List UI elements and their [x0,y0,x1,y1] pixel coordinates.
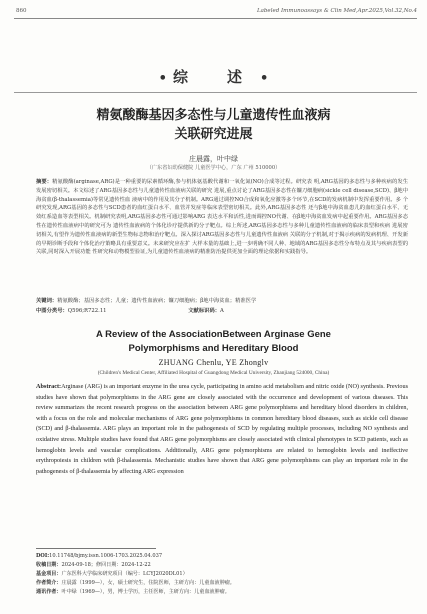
english-abstract-line: regulating multiple processes, including NO synthesis and oxidative stress. Multiple studies have found that ARG [36,425,408,443]
chinese-title-line-2: 关联研究进展 [174,127,253,142]
chinese-abstract-line: 表达水平和活性,进而调控NO代谢、在β地中海贫血发病中起重要作用。ARG基因多态性在遗传性血液病中的研究可为 [36,214,408,229]
footnote-item [36,588,408,596]
footnote-label: DOI: [36,553,50,559]
chinese-keywords [36,296,408,304]
footnote-item [36,570,408,578]
clc-value: Q596;R722.11 [67,308,107,314]
chinese-abstract-line: 个研究发现,ARG基因的多态性与SCD患者的血红蛋白水平、血管并发症等临床表型密切相关。此外,ARG基因多态性 [36,196,409,212]
journal-citation: Labeled Immunoassays & Clin Med,Apr.2025,Vol.32,No.4 [256,8,417,14]
doc-code-value: A [220,308,224,314]
footnote-label: 收稿日期： [36,562,62,568]
footnote-text: 庄晨露（1999—），女，硕士研究生，住院医师，主研方向：儿童血液肿瘤。 [61,580,235,586]
footnote-text: 广东医科大学临床研究项目（编号：LCYJ2020DL01） [61,571,188,577]
footnote-text: 10.11748/bjmy.issn.1006-1703.2025.04.037 [49,553,163,559]
chinese-abstract-line: 液病中的作用及其分子机制。ARG通过调控NO合成和氧化应激等多个环节,在SCD的发病机制中发挥重要作用。多 [131,196,401,203]
chinese-authors: 庄晨露，叶中绿 [189,155,238,163]
english-abstract-line: and ineffective erythropoiesis in children with β-thalassemia. Mechanistic studies have shown that ARG gene [36,446,409,465]
english-abstract-line: Arginase (ARG) is an important enzyme in the urea cycle, participating in amino acid metabolism [61,383,304,390]
chinese-keywords-label: 关键词： [36,298,58,304]
english-abstract-line: associated with the occurrence and development of various diseases. This review summarizes the recent research [36,393,408,412]
chinese-abstract-line: 精氨酸酶(arginase,ARG)是一种重要的尿素循环酶,参与机体氨基酸代谢和一氧化氮(NO)合成等过程。研究表 [52,179,313,185]
header-rule [14,18,417,19]
footnote-label: 基金项目： [36,571,62,577]
chinese-abstract [36,178,408,257]
english-abstract-line: progress on the association between ARG gene polymorphisms and hereditary blood disorders in children, with a [36,404,408,422]
clc-label: 中图分类号： [36,308,68,314]
chinese-title-line-1: 精氨酸酶基因多态性与儿童遗传性血液病 [96,108,331,123]
english-authors: ZHUANG Chenlu, YE Zhonglv [158,358,269,367]
chinese-keywords-text: 精氨酸酶；基因多态性；儿童；遗传性血液病；镰刀细胞病；β地中海贫血；精准医学 [57,298,257,304]
footnote-label: 通讯作者： [36,589,62,595]
chinese-affiliation: （广东省妇幼保健院 儿童医学中心，广东 广州 510000） [146,165,281,171]
doc-code-label: 文献标识码： [188,308,221,314]
english-affiliation: (Children's Medical Center, Affiliated Hospital of Guangdong Medical University, Zhanjiang 524000, China) [97,370,330,376]
section-heading [0,66,427,87]
chinese-abstract-line: 明,ARG基因的多态性与多种疾病的发生发展密切相关。本文综述了ARG基因多态性与儿童遗传性血液病关联的研究 [36,179,409,194]
english-abstract-line: such as sickle cell disease (SCD) and β-thalassemia. ARG plays an important role in the pathogenesis of SCD by [36,414,408,433]
english-abstract-line: polymorphisms can play an important role in the pathogenesis of β-thalassemia by affecting ARG expression [36,457,409,475]
chinese-abstract-line: 性研究和动物模型验证,为儿童遗传性血液病的精准防治提供更加全面的理论依据和实践指导。 [92,249,312,256]
chinese-abstract-line: 还与β地中海贫血患儿的血红蛋白水平、无效红系造血等表型相关。机制研究表明,ARG基因多态性可通过影响ARG [36,205,408,221]
chinese-abstract-body [36,179,408,255]
english-abstract-line: levels and vascular complications. Additionally, ARG gene polymorphisms are related to hemoglobin levels [69,446,365,454]
footnote-item [36,561,408,569]
english-abstract [36,382,408,477]
english-abstract-line: and nitric oxide (NO) synthesis. Previous studies have shown that polymorphisms in the ARG gene are closely [36,383,409,401]
english-title [0,328,427,356]
english-abstract-label: Abstract: [36,383,62,390]
footnote-label: 作者简介： [36,580,62,586]
english-title-line-1: A Review of the AssociationBetween Arginase Gene [96,329,331,340]
chinese-abstract-line: 遗传性血液病的个体化诊疗提供新的分子靶点。综上所述,ARG基因多态性与多种儿童遗传性血液病的临床表型和疾病 [113,222,391,229]
section-right-dot: • [260,71,269,86]
section-rule [14,92,417,93]
english-abstract-line: focus on the role and molecular mechanisms of ARG gene polymorphisms in common hereditary blood diseases, [53,414,341,422]
chinese-classification [36,306,408,314]
footnote-item [36,552,408,560]
chinese-abstract-line: 进展密切相关,有望作为遗传性血液病的新型生物标志物和治疗靶点。深入探讨ARG基因多态性与儿童遗传性血液病 [36,222,408,238]
footnote-text: 2024-09-18；修回日期：2024-12-22 [61,562,151,568]
footnote-item [36,579,408,587]
english-title-line-2: Polymorphisms and Hereditary Blood [128,343,299,354]
english-abstract-body [36,383,408,475]
chinese-abstract-label: 摘要： [36,179,53,185]
chinese-abstract-line: 关联的分子机制,对于揭示疾病的发病机理、开发新的早期诊断手段和个体化治疗策略具有重要意义。未来研究应在扩 [36,231,408,247]
chinese-title [0,106,427,144]
footnote-rule [36,548,156,549]
footnote-text: 叶中绿（1969—），男，博士学历，主任医师，主研方向：儿童血液肿瘤。 [61,589,230,595]
page-number: 860 [16,8,27,14]
chinese-abstract-line: 大样本量的基础上,进一步明确不同人种、地域的ARG基因多态性分布特点及其与疾病表型的关联,同时深入开展功能 [36,240,409,256]
section-title: 综 述 [172,68,254,86]
chinese-abstract-line: 进展,重点讨论了ARG基因多态性在镰刀细胞病(sickle cell disease,SCD)、β地中海贫血(β-thalassemia)等常见遗传性血 [36,187,408,203]
english-abstract-line: gene polymorphisms are closely associated with clinical phenotypes in SCD patients, such as hemoglobin [36,435,409,454]
section-left-dot: • [158,71,167,86]
